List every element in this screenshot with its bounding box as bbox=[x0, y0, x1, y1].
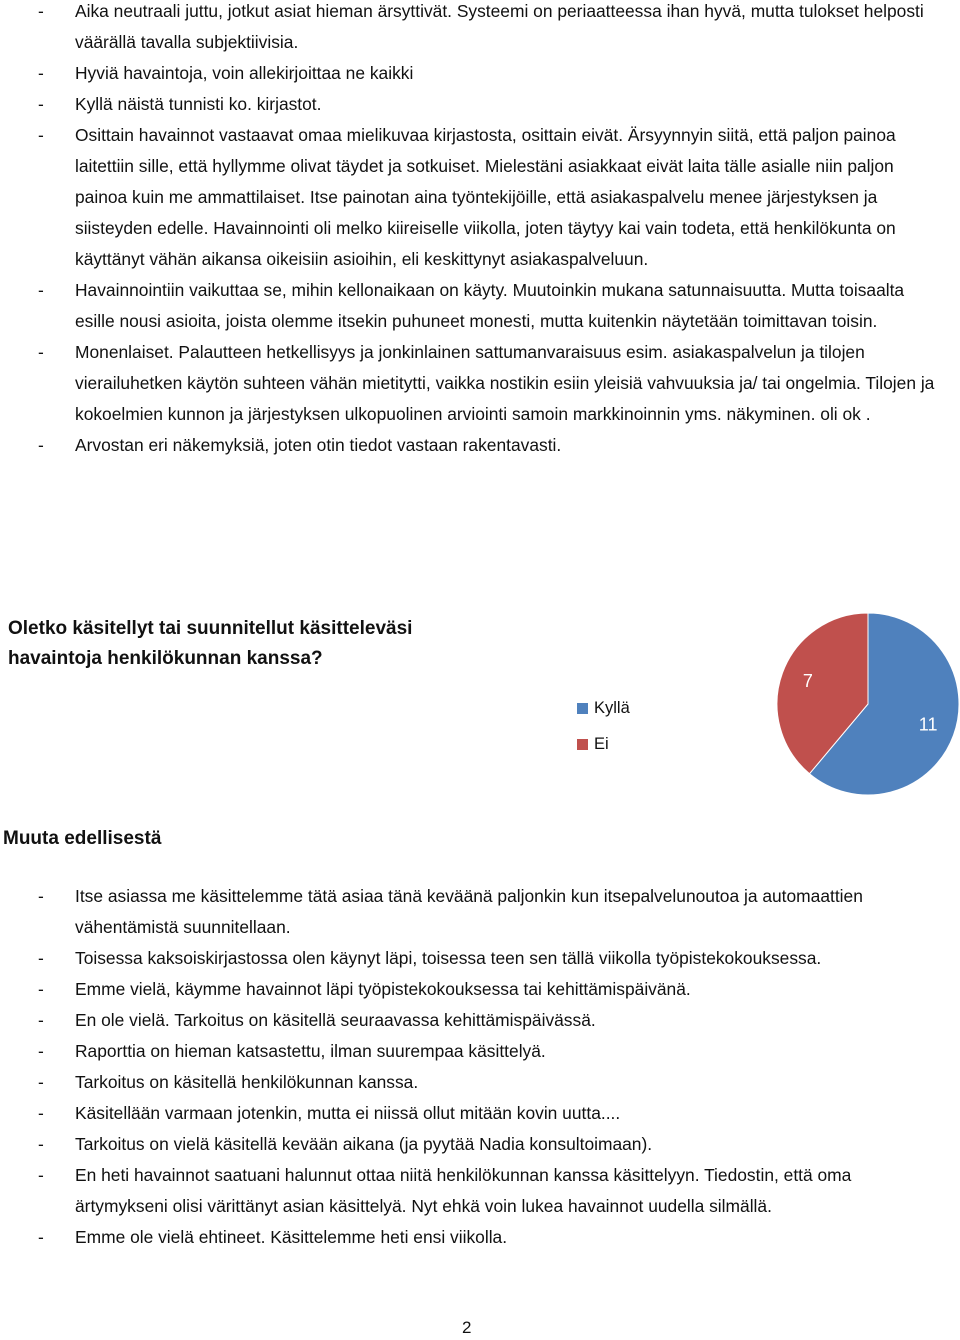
list-item: - Emme ole vielä ehtineet. Käsittelemme heti ensi viikolla. bbox=[0, 1222, 960, 1253]
chart-legend bbox=[577, 690, 630, 762]
response-list-bottom bbox=[0, 881, 960, 1253]
legend-label-ei: Ei bbox=[594, 734, 609, 753]
list-item: - En heti havainnot saatuani halunnut ottaa niitä henkilökunnan kanssa käsittelyyn. Tiedostin, että oma ärtymykseni olisi värittänyt asian käsittelyä. Nyt ehkä voin lukea havainnot uudella silmällä. bbox=[0, 1160, 960, 1222]
response-list-top bbox=[0, 0, 960, 461]
legend-item-ei bbox=[577, 726, 630, 762]
legend-swatch-kylla bbox=[577, 703, 588, 714]
list-item: - Hyviä havaintoja, voin allekirjoittaa ne kaikki bbox=[0, 58, 960, 89]
list-item: - Käsitellään varmaan jotenkin, mutta ei niissä ollut mitään kovin uutta.... bbox=[0, 1098, 960, 1129]
list-item: - Emme vielä, käymme havainnot läpi työpistekokouksessa tai kehittämispäivänä. bbox=[0, 974, 960, 1005]
list-item: - Tarkoitus on käsitellä henkilökunnan kanssa. bbox=[0, 1067, 960, 1098]
list-item: - Toisessa kaksoiskirjastossa olen käynyt läpi, toisessa teen sen tällä viikolla työpistekokouksessa. bbox=[0, 943, 960, 974]
list-item: - Kyllä näistä tunnisti ko. kirjastot. bbox=[0, 89, 960, 120]
legend-item-kylla bbox=[577, 690, 630, 726]
list-item: - Monenlaiset. Palautteen hetkellisyys ja jonkinlainen sattumanvaraisuus esim. asiakaspalvelun ja tilojen vierailuhetken käytön suhteen vähän mietitytti, vaikka nostikin esiin yleisiä vahvuuksia ja/ tai ongelmia. Tilojen ja kokoelmien kunnon ja järjestyksen ulkopuolinen arviointi samoin markkinoinnin yms. näkyminen. oli ok . bbox=[0, 337, 960, 430]
legend-label-kylla: Kyllä bbox=[594, 698, 630, 717]
list-item: - En ole vielä. Tarkoitus on käsitellä seuraavassa kehittämispäivässä. bbox=[0, 1005, 960, 1036]
list-item: - Arvostan eri näkemyksiä, joten otin tiedot vastaan rakentavasti. bbox=[0, 430, 960, 461]
chart-question: Oletko käsitellyt tai suunnitellut käsitteleväsi havaintoja henkilökunnan kanssa? bbox=[8, 618, 413, 669]
section-heading: Muuta edellisestä bbox=[3, 828, 162, 849]
pie-data-label: 11 bbox=[918, 714, 938, 735]
list-item: - Havainnointiin vaikuttaa se, mihin kellonaikaan on käyty. Muutoinkin mukana satunnaisuutta. Mutta toisaalta esille nousi asioita, joista olemme itsekin puhuneet monesti, mutta kuitenkin näytetään toimittavan toisin. bbox=[0, 275, 960, 337]
list-item: - Itse asiassa me käsittelemme tätä asiaa tänä keväänä paljonkin kun itsepalvelunoutoa ja automaattien vähentämistä suunnitellaan. bbox=[0, 881, 960, 943]
pie-chart bbox=[776, 612, 960, 796]
list-item: - Tarkoitus on vielä käsitellä kevään aikana (ja pyytää Nadia konsultoimaan). bbox=[0, 1129, 960, 1160]
page-number: 2 bbox=[462, 1318, 472, 1337]
list-item: - Aika neutraali juttu, jotkut asiat hieman ärsyttivät. Systeemi on periaatteessa ihan hyvä, mutta tulokset helposti väärällä tavalla subjektiivisia. bbox=[0, 0, 960, 58]
pie-data-label: 7 bbox=[802, 670, 813, 691]
legend-swatch-ei bbox=[577, 739, 588, 750]
list-item: - Osittain havainnot vastaavat omaa mielikuvaa kirjastosta, osittain eivät. Ärsyynnyin siitä, että paljon painoa laitettiin sille, että hyllymme olivat täydet ja sotkuiset. Mielestäni asiakkaat eivät laita tälle asialle niin paljon painoa kuin me ammattilaiset. Itse painotan aina työntekijöille, että asiakaspalvelu menee järjestyksen ja siisteyden edelle. Havainnointi oli melko kiireiselle viikolla, joten täytyy kai vain todeta, että henkilökunta on käyttänyt vähän aikansa oikeisiin asioihin, eli keskittynyt asiakaspalveluun. bbox=[0, 120, 960, 275]
list-item: - Raporttia on hieman katsastettu, ilman suurempaa käsittelyä. bbox=[0, 1036, 960, 1067]
